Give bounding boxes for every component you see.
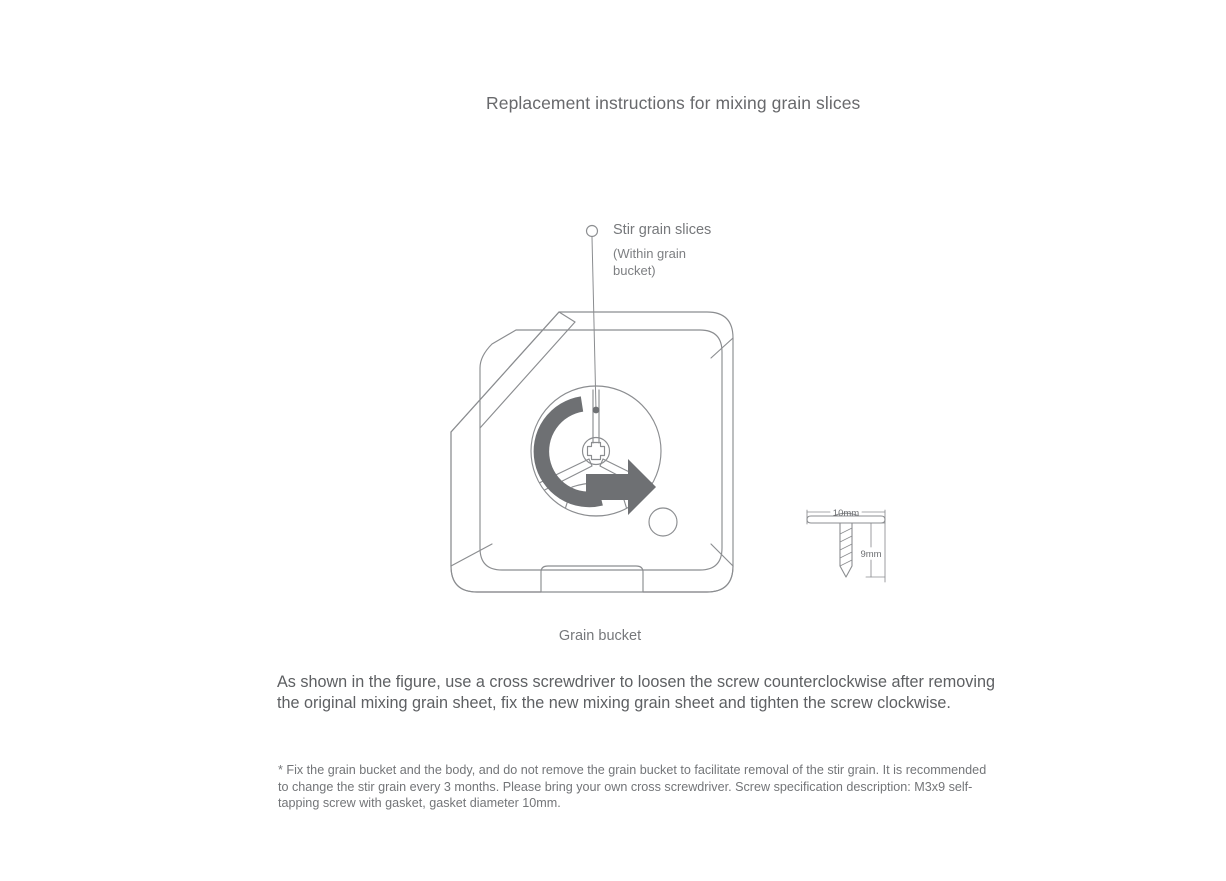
dimension-lines (807, 510, 885, 582)
gasket-dimension-label: 10mm (832, 508, 860, 519)
leader-circle-icon (587, 226, 598, 237)
page-title: Replacement instructions for mixing grain slices (486, 93, 861, 113)
screw-detail-illustration (807, 510, 885, 582)
instruction-body: As shown in the figure, use a cross screwdriver to loosen the screw counterclockwise after removing the original mixing grain sheet, fix the new mixing grain sheet and tighten the screw clockwise. (277, 673, 995, 712)
small-round-port-icon (649, 508, 677, 536)
leader-endpoint-dot (593, 407, 600, 414)
stir-grain-callout (613, 220, 773, 279)
callout-sublabel: (Within grain bucket) (613, 246, 686, 278)
bucket-front-face (451, 424, 733, 592)
bucket-inner-panel (480, 330, 722, 570)
shaft-dimension-label: 9mm (860, 549, 882, 560)
figure-caption: Grain bucket (558, 628, 642, 644)
corner-diagonal-top-left-outer (559, 312, 575, 322)
callout-leader (587, 226, 600, 414)
callout-label: Stir grain slices (613, 222, 712, 238)
grain-bucket-illustration (451, 312, 733, 592)
screw-threads (840, 528, 852, 566)
phillips-screw-head (583, 438, 610, 465)
corner-diagonal-bottom-left (451, 544, 492, 566)
phillips-cross-icon (588, 443, 605, 460)
bucket-outer-body (451, 312, 733, 592)
instruction-footnote: * Fix the grain bucket and the body, and do not remove the grain bucket to facilitate removal of the stir grain. It is recommended to change the stir grain every 3 months. Please bring your own cross screwdriver. Screw specification description: M3x9 self-tapping screw with gasket, gasket diameter 10mm. (278, 763, 987, 810)
